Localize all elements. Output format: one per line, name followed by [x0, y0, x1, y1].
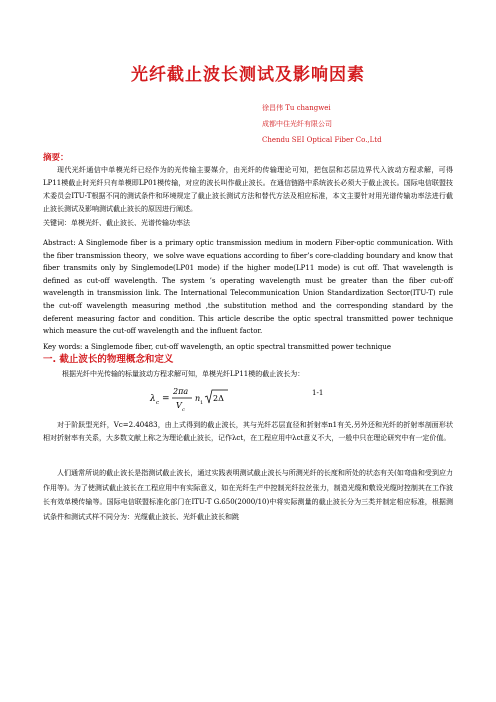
paper-title: 光纤截止波长测试及影响因素: [131, 65, 365, 85]
formula-sqrt-arg: 2Δ: [213, 394, 224, 403]
author-name: 徐昌伟 Tu changwei: [262, 104, 331, 112]
abstract-heading: 摘要：: [43, 153, 69, 163]
author-affiliation-cn: 成都中住光纤有限公司: [262, 120, 332, 128]
abstract-en-body: Abstract: A Singlemode fiber is a primary optic transmission medium in modern Fiber-optic communication. With the fiber transmission theory，we solve wave equations according to fiber’s core-cladding boundary and know that fiber transmits only by Singlemode(LP01 mode) if the higher mode(LP11 mode) is cut off. That wavelength is defined as cut-off wavelength. The system ’s operating wavelength must be greater than the fiber cut-off wavelength in transmission link. The International Telecommunication Union Standardization Sector(ITU-T) rule the cut-off wavelength measuring method ,the substitution method and the corresponding standard by the deferent measuring factor and condition. This article describe the optic spectral transmitted power technique which measure the cut-off wavelength and the influent factor.: [43, 239, 453, 336]
formula-denominator-sub: c: [182, 407, 185, 413]
cutoff-wavelength-formula: [148, 380, 238, 414]
formula-equals: =: [162, 394, 170, 404]
formula-lambda-sub: c: [156, 400, 160, 406]
formula-numerator: 2πa: [173, 387, 189, 396]
formula-n-sub: 1: [200, 400, 204, 406]
section-1-para-2: 人们通常所说的截止波长是指测试截止波长，通过实践表明测试截止波长与所测光纤的长度和所处的状态有关(如弯曲和受到应力作用等)。为了使测试截止波长在工程应用中有实际意义，如在光纤生产中控制光纤拉丝张力，制造光缆和敷设光缆时控制其在工作波长有效单模传输等。国际电信联盟标准化部门在ITU-T G.650(2000/10)中将实际测量的截止波长分为三类并制定相应标准，根据测试条件和测试式样不同分为：光缆截止波长、光纤截止波长和跳: [43, 469, 453, 521]
formula-n: n: [195, 394, 201, 403]
equation-number: 1-1: [312, 389, 324, 397]
section-1-para-1: 对于阶跃型光纤，Vc=2.40483，由上式得到的截止波长，其与光纤芯层直径和折射率n1有关,另外还和光纤的折射率剖面形状相对折射率有关系，大多数文献上称之为理论截止波长，记作λct，在工程应用中λct意义不大，一般中只在理论研究中有一定价值。: [43, 421, 453, 442]
section-1-intro: 根据光纤中光传输的标量波动方程求解可知，单模光纤LP11模的截止波长为：: [62, 370, 305, 378]
keywords-cn: 关键词：单模光纤、截止波长、光谱传输功率法: [43, 219, 190, 227]
abstract-cn-body: 现代光纤通信中单模光纤已经作为的光传输主要媒介，由光纤的传输理论可知，把包层和芯层边界代入波动方程求解，可得LP11模截止时光纤只有单模即LP01模传输，对应的波长叫作截止波长。在通信链路中系统波长必须大于截止波长。国际电信联盟技术委员会ITU-T根据不同的测试条件和环境规定了截止波长测试方法和替代方法及相应标准，本文主要针对用光谱传输功率法进行截止波长测试及影响测试截止波长的原因进行阐述。: [43, 166, 453, 213]
keywords-en: Key words: a Singlemode fiber, cut-off wavelength, an optic spectral transmitted power technique: [43, 343, 392, 351]
author-affiliation-en: Chendu SEI Optical Fiber Co.,Ltd: [262, 136, 382, 144]
formula-denominator: V: [176, 401, 182, 410]
section-1-heading: 一. 截止波长的物理概念和定义: [43, 354, 174, 365]
formula-lambda: λ: [150, 394, 156, 404]
